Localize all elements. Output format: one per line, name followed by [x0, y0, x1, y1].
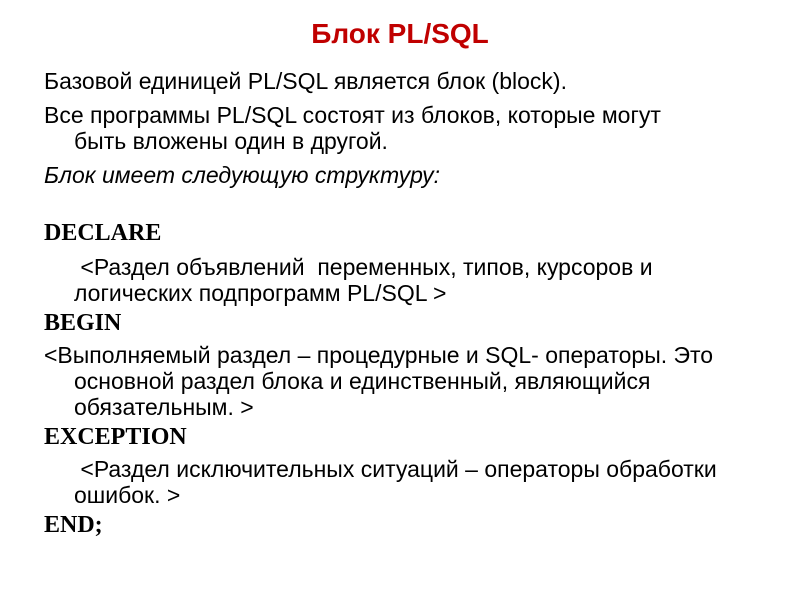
begin-description: [44, 342, 774, 420]
exception-description-line2: ошибок. >: [74, 482, 181, 508]
begin-keyword: BEGIN: [44, 310, 122, 336]
end-keyword: END;: [44, 512, 103, 538]
paragraph-programs-line2: быть вложены один в другой.: [74, 128, 388, 154]
declare-description-line1: <Раздел объявлений переменных, типов, курсоров и: [74, 254, 653, 280]
paragraph-programs-line1: Все программы PL/SQL состоят из блоков, которые могут: [44, 102, 661, 128]
declare-description: [44, 254, 774, 306]
paragraph-programs: [44, 102, 774, 154]
exception-description: [44, 456, 774, 508]
begin-description-line2: основной раздел блока и единственный, являющийся: [74, 368, 651, 394]
exception-keyword: EXCEPTION: [44, 424, 187, 450]
paragraph-base-unit: [44, 68, 774, 94]
declare-keyword: DECLARE: [44, 220, 162, 246]
declare-description-line2: логических подпрограмм PL/SQL >: [74, 280, 447, 306]
paragraph-base-unit-text: Базовой единицей PL/SQL является блок (block).: [44, 68, 567, 94]
paragraph-structure-intro-text: Блок имеет следующую структуру:: [44, 162, 441, 188]
paragraph-structure-intro: [44, 162, 774, 188]
begin-description-line1: <Выполняемый раздел – процедурные и SQL- операторы. Это: [44, 342, 714, 368]
exception-description-line1: <Раздел исключительных ситуаций – операторы обработки: [74, 456, 717, 482]
slide-title: Блок PL/SQL: [311, 18, 489, 49]
begin-description-line3: обязательным. >: [74, 394, 254, 420]
